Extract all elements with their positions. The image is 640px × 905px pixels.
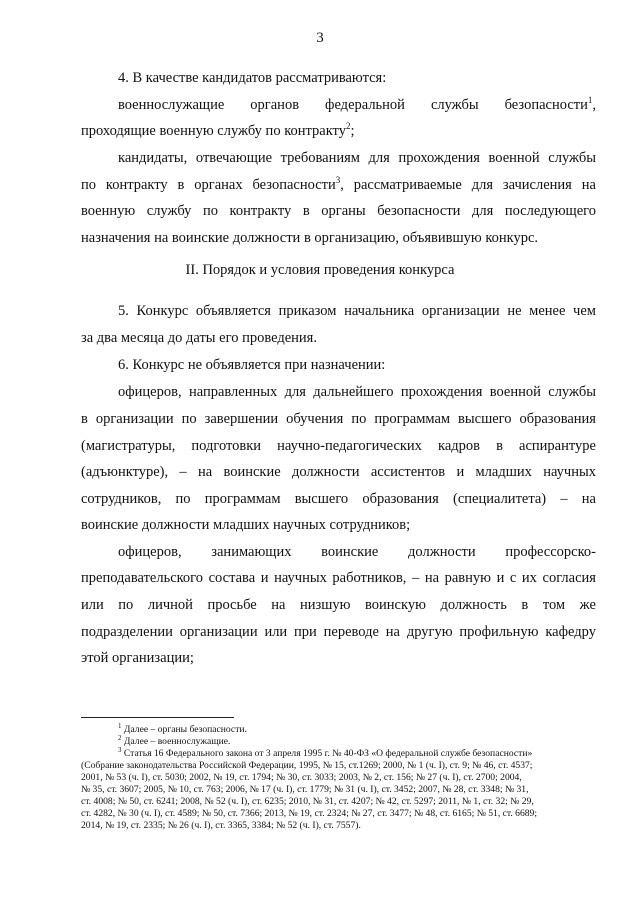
section-heading: II. Порядок и условия проведения конкурса — [185, 262, 455, 278]
paragraph-6b-line-1: офицеров, занимающих воинские должности профессорско- — [118, 544, 596, 560]
footnote-3-line-4: № 35, ст. 3607; 2005, № 10, ст. 763; 2006, № 17 (ч. I), ст. 1779; № 31 (ч. I), ст. 3452; 2007, № 28, ст. 3348; № 31, — [81, 784, 529, 795]
paragraph-5-line-1: 5. Конкурс объявляется приказом начальника организации не менее чем — [118, 303, 596, 319]
footnote-2: $^2$ Далее – военнослужащие. — [118, 734, 231, 747]
paragraph-4b-line-2: по контракту в органах безопасности$^3$, рассматриваемые для зачисления на — [81, 175, 596, 193]
paragraph-6a-line-3: (магистратуры, подготовки научно-педагогических кадров в аспирантуре — [81, 438, 596, 454]
paragraph-4b-line-1: кандидаты, отвечающие требованиям для прохождения военной службы — [118, 150, 596, 166]
footnote-3-line-7: 2014, № 19, ст. 2335; № 26 (ч. I), ст. 3365, 3384; № 52 (ч. I), ст. 7557). — [81, 820, 361, 831]
page-number: 3 — [316, 30, 324, 46]
paragraph-6a-line-4: (адъюнктуре), – на воинские должности ассистентов и младших научных — [81, 464, 596, 480]
paragraph-4a-line-2: проходящие военную службу по контракту$^2$; — [81, 121, 355, 139]
footnote-3-line-2: (Собрание законодательства Российской Федерации, 1995, № 15, ст.1269; 2000, № 1 (ч. I), ст. 9; № 46, ст. 4537; — [81, 760, 533, 771]
paragraph-6b-line-4: подразделении организации или при переводе на другую профильную кафедру — [81, 624, 596, 640]
paragraph-6-intro: 6. Конкурс не объявляется при назначении: — [118, 357, 386, 373]
paragraph-4b-line-3: военную службу по контракту в органы безопасности для последующего — [81, 203, 596, 219]
paragraph-6b-line-5: этой организации; — [81, 650, 194, 666]
footnote-3-line-5: ст. 4008; № 50, ст. 6241; 2008, № 52 (ч. I), ст. 6235; 2010, № 31, ст. 4207; № 42, ст. 5297; 2011, № 1, ст. 32; № 29, — [81, 796, 534, 807]
paragraph-5-line-2: за два месяца до даты его проведения. — [81, 330, 317, 346]
paragraph-4-intro: 4. В качестве кандидатов рассматриваются: — [118, 70, 387, 86]
footnote-separator — [81, 717, 234, 718]
paragraph-6a-line-5: сотрудников, по программам высшего образования (специалитета) – на — [81, 491, 596, 507]
paragraph-6b-line-3: или по личной просьбе на низшую воинскую должность в том же — [81, 597, 596, 613]
paragraph-6a-line-1: офицеров, направленных для дальнейшего прохождения военной службы — [118, 384, 596, 400]
footnote-1: $^1$ Далее – органы безопасности. — [118, 722, 247, 735]
paragraph-4b-line-4: назначения на воинские должности в организацию, объявившую конкурс. — [81, 230, 539, 246]
footnote-3-line-3: 2001, № 53 (ч. I), ст. 5030; 2002, № 19, ст. 1794; № 30, ст. 3033; 2003, № 2, ст. 156; № 27 (ч. I), ст. 2700; 2004, — [81, 772, 522, 783]
paragraph-6a-line-2: в организации по завершении обучения по программам высшего образования — [81, 411, 596, 427]
paragraph-6a-line-6: воинские должности младших научных сотрудников; — [81, 517, 411, 533]
footnote-3-line-1: $^3$ Статья 16 Федерального закона от 3 апреля 1995 г. № 40-ФЗ «О федеральной службе безопасности» — [118, 746, 533, 759]
footnote-3-line-6: ст. 4282, № 30 (ч. I), ст. 4589; № 50, ст. 7366; 2013, № 19, ст. 2324; № 27, ст. 3477; № 48, ст. 6165; № 51, ст. 6689; — [81, 808, 538, 819]
paragraph-4a-line-1: военнослужащие органов федеральной службы безопасности$^1$, — [118, 95, 596, 113]
paragraph-6b-line-2: преподавательского состава и научных работников, – на равную и с их согласия — [81, 570, 596, 586]
